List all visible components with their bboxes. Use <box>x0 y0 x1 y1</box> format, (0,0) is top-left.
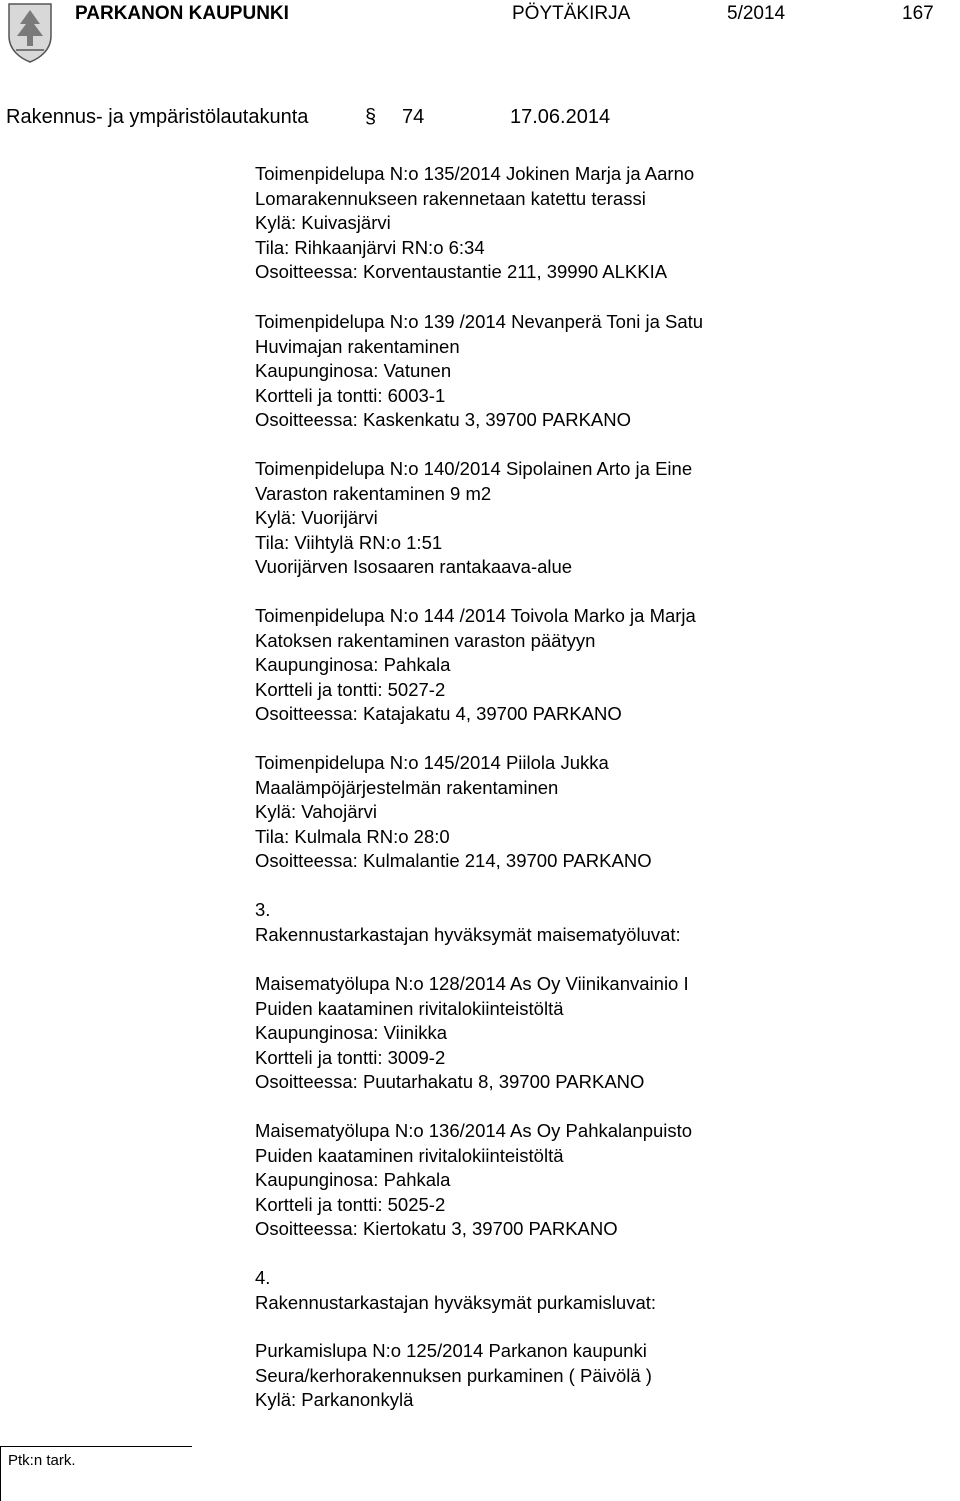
text-line: Osoitteessa: Korventaustantie 211, 39990 ALKKIA <box>255 261 668 282</box>
text-line: Osoitteessa: Puutarhakatu 8, 39700 PARKANO <box>255 1071 645 1092</box>
permit-entry <box>255 1119 692 1242</box>
text-line: Kaupunginosa: Pahkala <box>255 654 451 675</box>
text-line: Tila: Rihkaanjärvi RN:o 6:34 <box>255 236 485 258</box>
text-line: Kortteli ja tontti: 5027-2 <box>255 678 446 700</box>
page-number: 167 <box>902 3 934 24</box>
text-line: Maisematyölupa N:o 128/2014 As Oy Viinikanvainio I <box>255 973 689 994</box>
permit-entry <box>255 1339 652 1413</box>
footer-divider-vertical <box>0 1446 1 1501</box>
text-line: Osoitteessa: Katajakatu 4, 39700 PARKANO <box>255 703 622 724</box>
text-line: Purkamislupa N:o 125/2014 Parkanon kaupunki <box>255 1340 647 1361</box>
footer-divider <box>0 1446 192 1447</box>
text-line: Osoitteessa: Kaskenkatu 3, 39700 PARKANO <box>255 409 632 430</box>
text-line: Kylä: Kuivasjärvi <box>255 212 391 233</box>
minutes-checker-label: Ptk:n tark. <box>8 1452 76 1469</box>
board-name: Rakennus- ja ympäristölautakunta <box>6 106 309 128</box>
text-line: Kylä: Vahojärvi <box>255 801 378 822</box>
meeting-date: 17.06.2014 <box>510 106 611 128</box>
permit-entry <box>255 162 694 285</box>
text-line: Lomarakennukseen rakennetaan katettu terassi <box>255 187 646 209</box>
permit-entry <box>255 457 692 580</box>
text-line: Kaupunginosa: Pahkala <box>255 1169 451 1190</box>
text-line: Maalämpöjärjestelmän rakentaminen <box>255 776 559 798</box>
text-line: Huvimajan rakentaminen <box>255 335 460 357</box>
text-line: Rakennustarkastajan hyväksymät maisematyöluvat: <box>255 923 681 945</box>
permit-entry <box>255 751 652 874</box>
text-line: Kylä: Parkanonkylä <box>255 1389 414 1410</box>
section-number: 74 <box>402 106 425 128</box>
text-line: Kylä: Vuorijärvi <box>255 507 378 528</box>
text-line: Vuorijärven Isosaaren rantakaava-alue <box>255 556 573 577</box>
text-line: Katoksen rakentaminen varaston päätyyn <box>255 629 596 651</box>
text-line: 4. <box>255 1267 271 1288</box>
text-line: Toimenpidelupa N:o 135/2014 Jokinen Marja ja Aarno <box>255 163 695 184</box>
text-line: Toimenpidelupa N:o 145/2014 Piilola Jukka <box>255 752 609 773</box>
permit-entry <box>255 972 689 1095</box>
text-line: Toimenpidelupa N:o 140/2014 Sipolainen Arto ja Eine <box>255 458 693 479</box>
text-line: Osoitteessa: Kiertokatu 3, 39700 PARKANO <box>255 1218 618 1239</box>
section-heading <box>255 898 681 947</box>
text-line: Toimenpidelupa N:o 144 /2014 Toivola Marko ja Marja <box>255 605 696 626</box>
text-line: Toimenpidelupa N:o 139 /2014 Nevanperä Toni ja Satu <box>255 311 704 332</box>
section-heading <box>255 1266 656 1315</box>
text-line: Kaupunginosa: Viinikka <box>255 1022 447 1043</box>
text-line: Varaston rakentaminen 9 m2 <box>255 482 492 504</box>
text-line: Kortteli ja tontti: 5025-2 <box>255 1193 446 1215</box>
permit-entry <box>255 310 703 433</box>
text-line: Kortteli ja tontti: 3009-2 <box>255 1046 446 1068</box>
text-line: Puiden kaataminen rivitalokiinteistöltä <box>255 997 564 1019</box>
text-line: Osoitteessa: Kulmalantie 214, 39700 PARKANO <box>255 850 652 871</box>
text-line: Kaupunginosa: Vatunen <box>255 360 452 381</box>
issue-number: 5/2014 <box>727 3 786 24</box>
text-line: Maisematyölupa N:o 136/2014 As Oy Pahkalanpuisto <box>255 1120 693 1141</box>
organization-name: PARKANON KAUPUNKI <box>75 3 289 24</box>
text-line: Seura/kerhorakennuksen purkaminen ( Päivölä ) <box>255 1364 652 1386</box>
text-line: Tila: Kulmala RN:o 28:0 <box>255 825 450 847</box>
text-line: Kortteli ja tontti: 6003-1 <box>255 384 446 406</box>
text-line: 3. <box>255 899 271 920</box>
text-line: Rakennustarkastajan hyväksymät purkamisluvat: <box>255 1291 657 1313</box>
city-crest-logo <box>6 2 54 64</box>
text-line: Puiden kaataminen rivitalokiinteistöltä <box>255 1144 564 1166</box>
permit-entry <box>255 604 696 727</box>
section-sign: § <box>365 106 377 128</box>
text-line: Tila: Viihtylä RN:o 1:51 <box>255 531 443 553</box>
document-type: PÖYTÄKIRJA <box>512 3 631 24</box>
